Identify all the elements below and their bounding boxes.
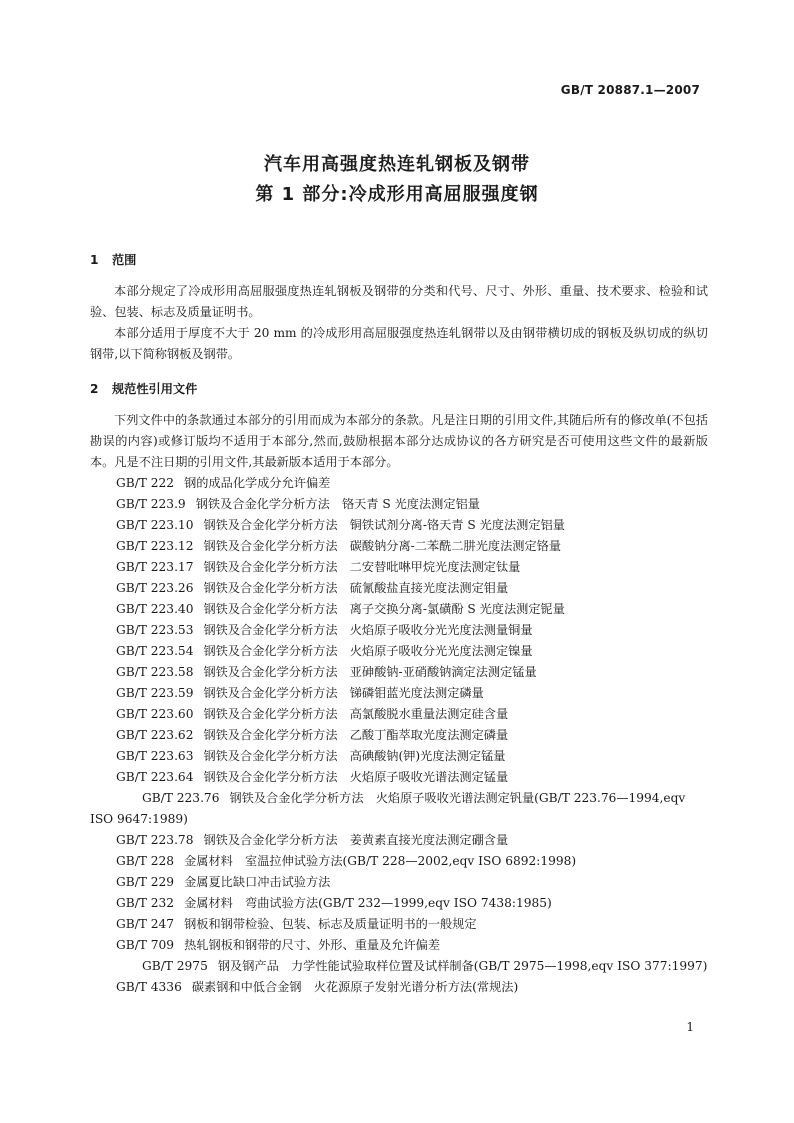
reference-code: GB/T 223.53 [116, 623, 194, 637]
reference-item [90, 830, 708, 851]
section-2-number: 2 [90, 382, 99, 396]
reference-code: GB/T 2975 [142, 959, 208, 973]
reference-item [90, 977, 708, 998]
section-1-heading [90, 250, 708, 271]
reference-item [90, 536, 708, 557]
reference-title: 钢铁及合金化学分析方法 锑磷钼蓝光度法测定磷量 [203, 686, 484, 700]
reference-code: GB/T 223.60 [116, 707, 194, 721]
reference-code: GB/T 223.17 [116, 560, 194, 574]
reference-title: 钢铁及合金化学分析方法 姜黄素直接光度法测定硼含量 [203, 833, 509, 847]
section-1-paragraph: 本部分规定了冷成形用高屈服强度热连轧钢板及钢带的分类和代号、尺寸、外形、重量、技术要求、检验和试验、包装、标志及质量证明书。 [90, 284, 708, 319]
reference-title: 钢铁及合金化学分析方法 高氯酸脱水重量法测定硅含量 [203, 707, 509, 721]
reference-title: 钢铁及合金化学分析方法 铜铁试剂分离-铬天青 S 光度法测定铝量 [203, 518, 565, 532]
reference-title: 钢铁及合金化学分析方法 碳酸钠分离-二苯酰二肼光度法测定铬量 [203, 539, 562, 553]
title-line-2: 第 1 部分:冷成形用高屈服强度钢 [255, 184, 539, 205]
reference-code: GB/T 223.9 [116, 497, 186, 511]
section-1-paragraph: 本部分适用于厚度不大于 20 mm 的冷成形用高屈服强度热连轧钢带以及由钢带横切成的钢板及纵切成的纵切钢带,以下简称钢板及钢带。 [90, 326, 708, 361]
reference-code: GB/T 223.12 [116, 539, 194, 553]
reference-code: GB/T 709 [116, 938, 175, 952]
reference-code: GB/T 223.59 [116, 686, 194, 700]
reference-code: GB/T 223.10 [116, 518, 194, 532]
reference-title: 金属材料 弯曲试验方法(GB/T 232—1999,eqv ISO 7438:1985) [184, 896, 552, 910]
reference-item [90, 473, 708, 494]
reference-item [90, 746, 708, 767]
reference-item [90, 914, 708, 935]
reference-item [90, 683, 708, 704]
section-2-heading [90, 379, 708, 400]
reference-code: GB/T 223.63 [116, 749, 194, 763]
reference-item [90, 872, 708, 893]
reference-title: 热轧钢板和钢带的尺寸、外形、重量及允许偏差 [184, 938, 441, 952]
reference-code: GB/T 223.76 [142, 791, 220, 805]
reference-code: GB/T 223.58 [116, 665, 194, 679]
reference-item [90, 851, 708, 872]
reference-item [90, 704, 708, 725]
reference-title: 钢板和钢带检验、包装、标志及质量证明书的一般规定 [184, 917, 477, 931]
standard-code: GB/T 20887.1—2007 [560, 83, 700, 97]
reference-code: GB/T 223.62 [116, 728, 194, 742]
reference-code: GB/T 4336 [116, 980, 182, 994]
reference-code: GB/T 229 [116, 875, 175, 889]
reference-title: 钢铁及合金化学分析方法 火焰原子吸收光谱法测定锰量 [203, 770, 509, 784]
reference-item [90, 662, 708, 683]
reference-code: GB/T 223.78 [116, 833, 194, 847]
page-number: 1 [686, 1020, 694, 1034]
reference-item [90, 620, 708, 641]
document-body [90, 250, 708, 998]
reference-title: 钢及钢产品 力学性能试验取样位置及试样制备(GB/T 2975—1998,eqv ISO 377:1997) [217, 959, 708, 973]
reference-title: 钢铁及合金化学分析方法 火焰原子吸收分光光度法测定镍量 [203, 644, 533, 658]
document-title [0, 150, 794, 210]
reference-code: GB/T 247 [116, 917, 175, 931]
reference-code: GB/T 228 [116, 854, 175, 868]
reference-title: 钢的成品化学成分允许偏差 [184, 476, 331, 490]
reference-title: 钢铁及合金化学分析方法 二安替吡啉甲烷光度法测定钛量 [203, 560, 521, 574]
reference-item [90, 494, 708, 515]
reference-title: 钢铁及合金化学分析方法 铬天青 S 光度法测定铝量 [195, 497, 480, 511]
reference-code: GB/T 223.26 [116, 581, 194, 595]
reference-code: GB/T 223.54 [116, 644, 194, 658]
reference-title: 钢铁及合金化学分析方法 高碘酸钠(钾)光度法测定锰量 [203, 749, 506, 763]
section-1-title: 范围 [112, 253, 137, 267]
reference-item [90, 578, 708, 599]
reference-title: 碳素钢和中低合金钢 火花源原子发射光谱分析方法(常规法) [191, 980, 519, 994]
reference-title: 金属夏比缺口冲击试验方法 [184, 875, 331, 889]
title-line-1: 汽车用高强度热连轧钢板及钢带 [264, 154, 530, 175]
section-2-intro: 下列文件中的条款通过本部分的引用而成为本部分的条款。凡是注日期的引用文件,其随后所有的修改单(不包括勘误的内容)或修订版均不适用于本部分,然而,鼓励根据本部分达成协议的各方研究是否可使用这些文件的最新版本。凡是不注日期的引用文件,其最新版本适用于本部分。 [90, 413, 708, 469]
reference-title: 钢铁及合金化学分析方法 硫氰酸盐直接光度法测定钼量 [203, 581, 509, 595]
reference-item [90, 641, 708, 662]
reference-item [90, 893, 708, 914]
reference-code: GB/T 223.64 [116, 770, 194, 784]
reference-title: 钢铁及合金化学分析方法 亚砷酸钠-亚硝酸钠滴定法测定锰量 [203, 665, 537, 679]
reference-item [90, 599, 708, 620]
reference-item [90, 956, 708, 977]
reference-item [90, 725, 708, 746]
reference-code: GB/T 232 [116, 896, 175, 910]
reference-item [90, 767, 708, 788]
section-1-number: 1 [90, 253, 99, 267]
reference-item [90, 557, 708, 578]
section-2-title: 规范性引用文件 [112, 382, 198, 396]
reference-list [90, 473, 708, 998]
reference-code: GB/T 223.40 [116, 602, 194, 616]
reference-title: 钢铁及合金化学分析方法 火焰原子吸收光谱法测定钒量(GB/T 223.76—1994,eqv ISO 9647:1989) [90, 791, 686, 826]
reference-title: 钢铁及合金化学分析方法 离子交换分离-氯磺酚 S 光度法测定铌量 [203, 602, 565, 616]
reference-item [90, 788, 708, 830]
reference-item [90, 935, 708, 956]
reference-code: GB/T 222 [116, 476, 175, 490]
reference-title: 钢铁及合金化学分析方法 火焰原子吸收分光光度法测量铜量 [203, 623, 533, 637]
reference-item [90, 515, 708, 536]
reference-title: 钢铁及合金化学分析方法 乙酸丁酯萃取光度法测定磷量 [203, 728, 509, 742]
reference-title: 金属材料 室温拉伸试验方法(GB/T 228—2002,eqv ISO 6892:1998) [184, 854, 577, 868]
